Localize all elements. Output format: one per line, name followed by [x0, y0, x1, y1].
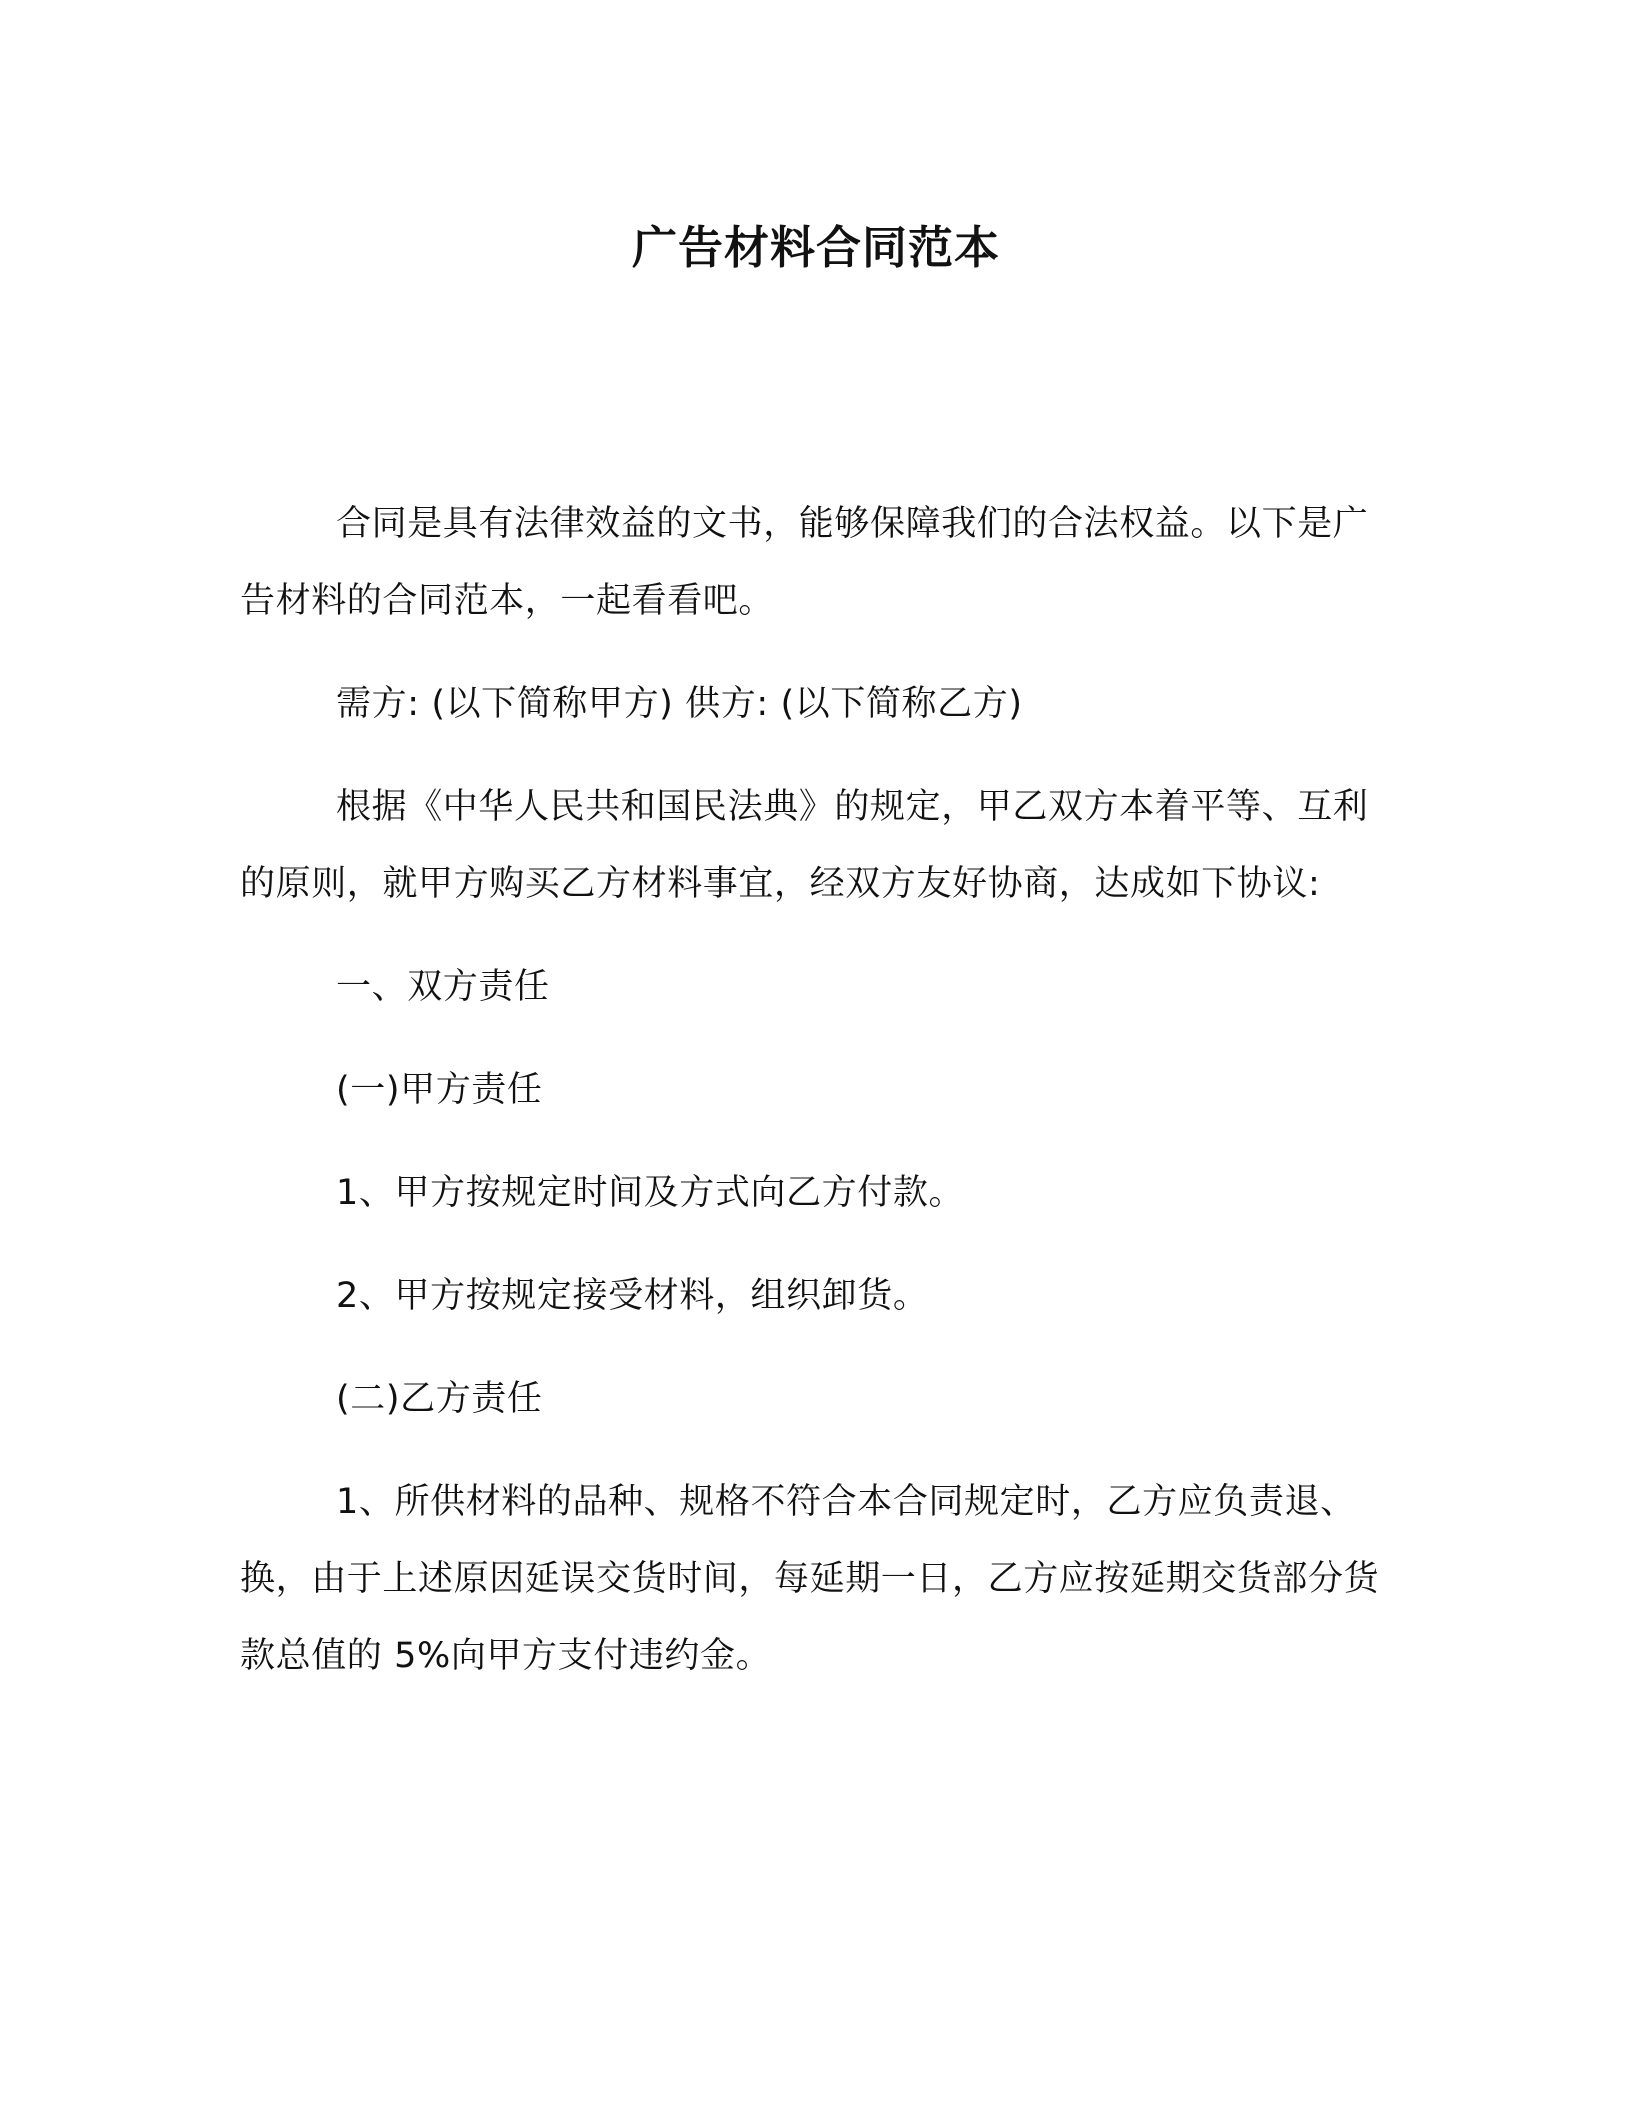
clause-party-a-1: 1、甲方按规定时间及方式向乙方付款。 [336, 1173, 965, 1213]
subsection-heading-party-a: (一)甲方责任 [336, 1070, 543, 1110]
subsection-heading-party-b: (二)乙方责任 [336, 1379, 543, 1419]
paragraph-parties: 需方: (以下简称甲方) 供方: (以下简称乙方) [336, 684, 1023, 724]
paragraph-basis: 根据《中华人民共和国民法典》的规定，甲乙双方本着平等、互利的原则，就甲方购买乙方材料事宜，经双方友好协商，达成如下协议: [240, 787, 1369, 904]
clause-party-a-2: 2、甲方按规定接受材料，组织卸货。 [336, 1276, 929, 1316]
paragraph-intro: 合同是具有法律效益的文书，能够保障我们的合法权益。以下是广告材料的合同范本，一起看看吧。 [240, 504, 1369, 621]
section-heading-responsibilities: 一、双方责任 [336, 967, 550, 1007]
document-title: 广告材料合同范本 [631, 221, 1000, 274]
clause-party-b-1: 1、所供材料的品种、规格不符合本合同规定时，乙方应负责退、换，由于上述原因延误交货时间，每延期一日，乙方应按延期交货部分货款总值的 5%向甲方支付违约金。 [240, 1482, 1380, 1676]
document-body [240, 486, 1390, 1721]
